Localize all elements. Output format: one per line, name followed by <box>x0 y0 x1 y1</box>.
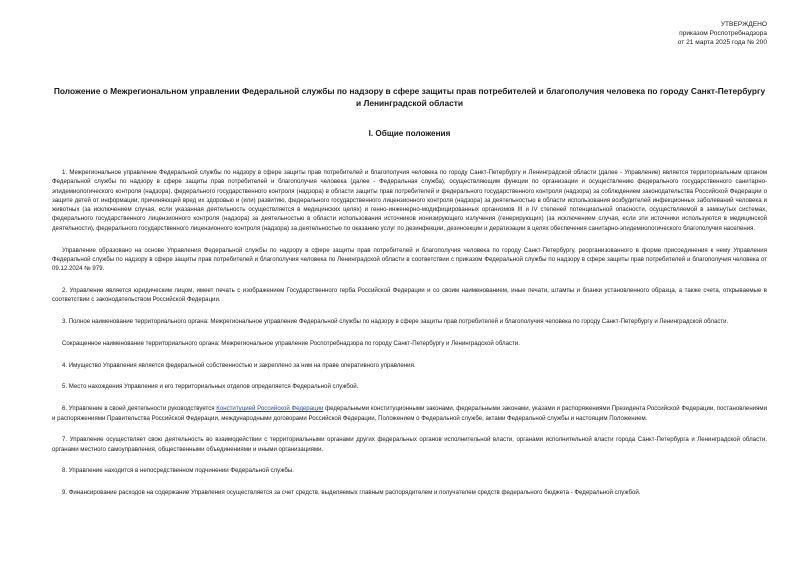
paragraph-6-intro: 6. Управление в своей деятельности руководствуется <box>62 405 217 413</box>
paragraph-1-continued: Управление образовано на основе Управления Федеральной службы по надзору в сфере защиты прав потребителей и благополучия человека по городу Санкт-Петербургу, реорганизованного в форме присоединения к нему Управления Федеральной службы по надзору в сфере защиты прав потребителей и благополучия человека по Ленинградской области в соответствии с приказом Федеральной службы по надзору в сфере защиты прав потребителей и благополучия человека от 09.12.2024 № 979. <box>52 246 767 273</box>
paragraph-6-rest: федеральными конституционными законами, федеральными законами, указами и распоряжениями Президента Российской Федерации, постановлениями и распоряжениями Правительства Российской Федерации, международными договорами Российской Федерации, Положением о Федеральной службе, актами Федеральной службы и настоящим Положением. <box>52 405 767 422</box>
paragraph-2: 2. Управление является юридическим лицом, имеет печать с изображением Государственного герба Российской Федерации и со своим наименованием, иные печати, штампы и бланки установленного образца, а также счета, открываемые в соответствии с законодательством Российской Федерации. <box>52 286 767 304</box>
paragraph-3-short-name: Сокращенное наименование территориального органа: Межрегиональное управление Роспотребнадзора по городу Санкт-Петербургу и Ленинградской области. <box>62 339 520 347</box>
paragraph-6 <box>52 404 767 423</box>
approval-order: приказом Роспотребнадзора <box>679 30 767 37</box>
paragraph-8: 8. Управление находится в непосредственном подчинении Федеральной службы. <box>62 467 294 475</box>
approval-block <box>678 20 767 47</box>
document-title: Положение о Межрегиональном управлении Федеральной службы по надзору в сфере защиты прав потребителей и благополучия человека по городу Санкт-Петербургу и Ленинградской области <box>53 86 766 108</box>
document-body <box>52 168 767 510</box>
paragraph-7: 7. Управление осуществляет свою деятельность во взаимодействии с территориальными органами других федеральных органов исполнительной власти, органами исполнительной власти города Санкт-Петербурга и Ленинградской области, органами местного самоуправления, общественными объединениями и иными организациями. <box>52 436 767 453</box>
paragraph-5: 5. Место нахождения Управления и его территориальных отделов определяется Федеральной службой. <box>62 383 359 391</box>
paragraph-4: 4. Имущество Управления является федеральной собственностью и закреплено за ним на праве оперативного управления. <box>62 361 416 369</box>
paragraph-1: 1. Межрегиональное управление Федеральной службы по надзору в сфере защиты прав потребителей и благополучия человека по городу Санкт-Петербургу и Ленинградской области (далее - Управление) является территориальным органом Федеральной службы по надзору в сфере защиты прав потребителей и благополучия человека (далее - Федеральная служба), осуществляющим функции по организации и осуществлению федерального государственного санитарно-эпидемиологического контроля (надзора), федерального государственного контроля (надзора) в области защиты прав потребителей и федерального государственного контроля (надзора) за соблюдением законодательства Российской Федерации о защите детей от информации, причиняющей вред их здоровью и (или) развитию, федерального государственного лицензионного контроля (надзора) за деятельностью в области использования возбудителей инфекционных заболеваний человека и животных (за исключением случая, если указанная деятельность осуществляется в медицинских целях) и генно-инженерно-модифицированных организмов III и IV степеней потенциальной опасности, осуществляемой в замкнутых системах, федерального государственного лицензионного контроля (надзора) за деятельностью в области использования источников ионизирующего излучения (генерирующих) (за исключением случая, если эти источники используются в медицинской деятельности), федерального государственного лицензионного контроля (надзора) за деятельностью по оказанию услуг по дезинфекции, дезинсекции и дератизации в целях обеспечения санитарно-эпидемиологического благополучия населения. <box>52 169 767 232</box>
paragraph-9: 9. Финансирование расходов на содержание Управления осуществляется за счет средств, выделяемых главным распорядителем и получателем средств федерального бюджета - Федеральной службой. <box>62 489 641 497</box>
approval-date: от 21 марта 2025 года № 200 <box>677 39 767 46</box>
approval-status: УТВЕРЖДЕНО <box>720 21 767 28</box>
constitution-link[interactable]: Конституцией Российской Федерации <box>216 405 324 413</box>
paragraph-3: 3. Полное наименование территориального органа: Межрегиональное управление Федеральной службы по надзору в сфере защиты прав потребителей и благополучия человека по городу Санкт-Петербургу и Ленинградской области. <box>62 318 729 326</box>
section-title: I. Общие положения <box>368 129 451 138</box>
